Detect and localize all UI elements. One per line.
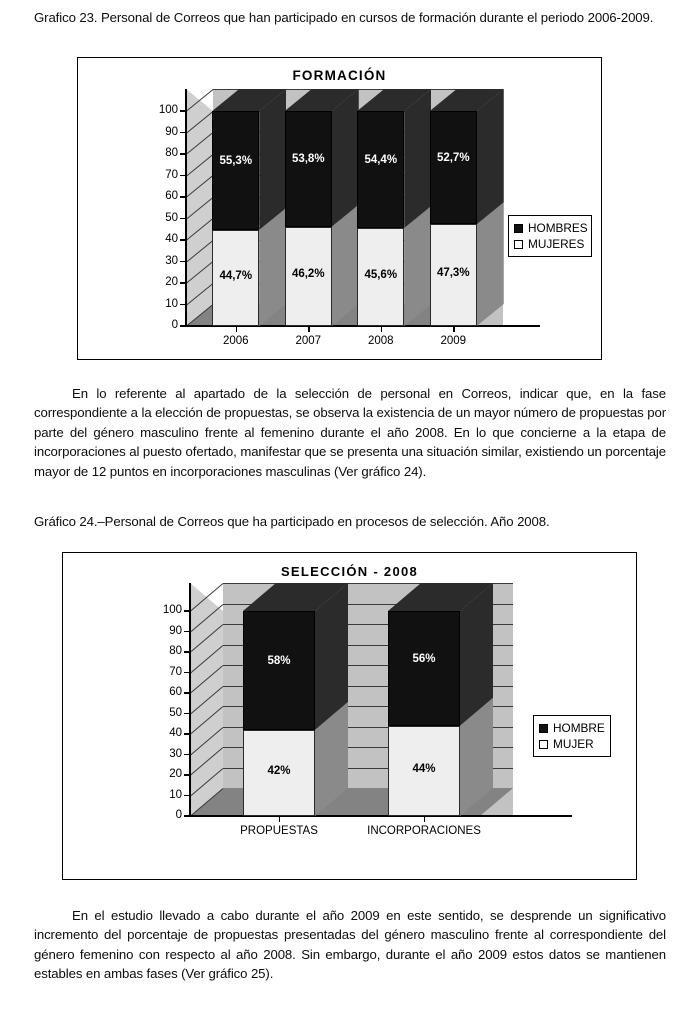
legend-item [514, 220, 588, 236]
chart-y-tick-label: 100 [162, 604, 182, 616]
bar-segment-front-upper [430, 111, 477, 224]
legend-item [539, 720, 604, 736]
chart-x-tick [381, 326, 382, 332]
bar-segment-front-upper [388, 611, 460, 726]
chart-y-tick [180, 282, 186, 283]
chart-x-tick [453, 326, 454, 332]
chart-y-tick [180, 196, 186, 197]
chart-y-tick [180, 239, 186, 240]
chart-y-tick [184, 795, 190, 796]
bar-value-label-upper: 55,3% [219, 154, 253, 167]
chart-y-tick-label: 90 [169, 624, 182, 637]
bar-segment-side-upper [259, 89, 286, 230]
chart-x-tick-label: 2008 [367, 335, 394, 347]
chart-x-tick [308, 326, 309, 332]
legend-label: HOMBRES [528, 221, 588, 235]
chart-y-tick-label: 0 [171, 319, 178, 331]
chart-y-tick-label: 10 [165, 297, 178, 310]
chart-y-tick-label: 50 [169, 706, 182, 719]
bar-segment-front-upper [357, 111, 404, 228]
chart-y-tick [184, 610, 190, 611]
chart-y-axis [189, 583, 191, 816]
caption-24-text: Gráfico 24.–Personal de Correos que ha participado en procesos de selección. Año 2008. [34, 514, 550, 529]
chart-y-tick-label: 30 [165, 254, 178, 267]
legend-swatch-icon [514, 224, 523, 233]
chart-x-tick [236, 326, 237, 332]
chart-x-tick-label: 2009 [440, 335, 467, 347]
chart-y-tick [180, 304, 186, 305]
legend-item [539, 736, 604, 752]
bar-segment-front-lower [388, 726, 460, 816]
bar-value-label-lower: 47,3% [436, 267, 470, 280]
chart-y-tick [184, 713, 190, 714]
chart-x-tick-label: 2006 [222, 335, 249, 347]
paragraph-2-text: En el estudio llevado a cabo durante el año 2009 en este sentido, se desprende un significativo incremento del porcentaje de propuestas presentadas del género masculino frente al correspondiente del género femenino con respecto al año 2008. Sin embargo, durante el año 2009 estos datos se mantienen estables en ambas fases (Ver gráfico 25). [34, 908, 666, 982]
chart-y-tick-label: 80 [165, 147, 178, 159]
chart-y-tick [184, 815, 190, 816]
chart-x-tick [279, 816, 280, 822]
chart-formacion [77, 57, 602, 360]
chart-y-tick [180, 132, 186, 133]
chart-y-tick [184, 672, 190, 673]
bar-value-label-lower: 46,2% [291, 268, 325, 281]
chart-y-tick-label: 80 [169, 645, 182, 657]
legend-label: HOMBRE [553, 721, 605, 735]
chart-y-tick-label: 90 [165, 125, 178, 138]
chart-y-tick-label: 20 [169, 768, 182, 780]
chart-x-tick-label: INCORPORACIONES [367, 825, 481, 837]
bar-segment-side-upper [477, 89, 504, 224]
chart-formacion-legend [508, 215, 592, 257]
chart-y-tick [180, 325, 186, 326]
bar-segment-front-upper [243, 611, 315, 730]
bar-segment-front-lower [357, 228, 404, 326]
chart-y-tick-label: 60 [165, 190, 178, 202]
bar-segment-front-upper [212, 111, 259, 230]
chart-y-tick [184, 631, 190, 632]
bar-segment-front-lower [243, 730, 315, 816]
bar-value-label-lower: 42% [267, 764, 291, 777]
legend-swatch-icon [539, 740, 548, 749]
bar-segment-front-lower [430, 224, 477, 326]
legend-swatch-icon [514, 240, 523, 249]
bar-value-label-lower: 45,6% [364, 268, 398, 281]
chart-y-tick [180, 175, 186, 176]
bar-value-label-lower: 44,7% [219, 269, 253, 282]
chart-formacion-title: FORMACIÓN [292, 68, 387, 83]
paragraph-seleccion-personal [34, 384, 666, 481]
chart-y-tick-label: 70 [169, 665, 182, 678]
chart-y-tick [184, 651, 190, 652]
chart-formacion-plot [78, 58, 603, 361]
legend-swatch-icon [539, 724, 548, 733]
chart-y-tick [180, 153, 186, 154]
chart-y-axis [185, 89, 187, 326]
chart-y-tick [184, 733, 190, 734]
bar-value-label-upper: 56% [412, 652, 436, 665]
paragraph-1-text: En lo referente al apartado de la selección de personal en Correos, indicar que, en la fase correspondiente a la elección de propuestas, se observa la existencia de un mayor número de propuestas por parte del género masculino frente al femenino durante el año 2008. En lo que concierne a la etapa de incorporaciones al puesto ofertado, manifestar que se presenta una situación similar, existiendo un porcentaje mayor de 12 puntos en incorporaciones masculinas (Ver gráfico 24). [34, 386, 666, 479]
chart-y-tick-label: 0 [175, 809, 182, 821]
bar-value-label-upper: 54,4% [364, 153, 398, 166]
chart-y-tick [184, 754, 190, 755]
legend-label: MUJER [553, 737, 594, 751]
chart-y-tick-label: 60 [169, 686, 182, 698]
bar-segment-front-upper [285, 111, 332, 227]
figure-caption-24 [34, 512, 666, 531]
chart-x-tick [424, 816, 425, 822]
chart-y-tick [184, 692, 190, 693]
chart-x-tick-label: 2007 [295, 335, 322, 347]
bar-value-label-upper: 53,8% [291, 153, 325, 166]
legend-label: MUJERES [528, 237, 585, 251]
bar-segment-side-upper [332, 89, 359, 227]
chart-y-tick-label: 100 [158, 104, 178, 116]
chart-y-tick [180, 110, 186, 111]
bar-value-label-upper: 58% [267, 654, 291, 667]
chart-y-tick-label: 40 [165, 233, 178, 245]
bar-segment-side-upper [404, 89, 431, 228]
chart-y-tick [180, 218, 186, 219]
chart-seleccion [62, 552, 637, 880]
bar-segment-front-lower [285, 227, 332, 326]
bar-segment-front-lower [212, 230, 259, 326]
figure-caption-23 [34, 8, 666, 27]
bar-value-label-lower: 44% [412, 762, 436, 775]
legend-item [514, 236, 585, 252]
chart-y-tick-label: 40 [169, 727, 182, 739]
chart-y-tick-label: 10 [169, 788, 182, 801]
bar-value-label-upper: 52,7% [436, 152, 470, 165]
chart-y-tick-label: 50 [165, 211, 178, 224]
chart-x-tick-label: PROPUESTAS [240, 825, 318, 837]
chart-y-tick [184, 774, 190, 775]
chart-y-tick [180, 261, 186, 262]
chart-y-tick-label: 20 [165, 276, 178, 288]
caption-23-text: Grafico 23. Personal de Correos que han participado en cursos de formación durante el periodo 2006-2009. [34, 10, 654, 25]
chart-y-tick-label: 70 [165, 168, 178, 181]
chart-seleccion-legend [533, 715, 611, 757]
chart-y-tick-label: 30 [169, 747, 182, 760]
chart-seleccion-title: SELECCIÓN - 2008 [280, 564, 419, 579]
paragraph-estudio-2009 [34, 906, 666, 984]
